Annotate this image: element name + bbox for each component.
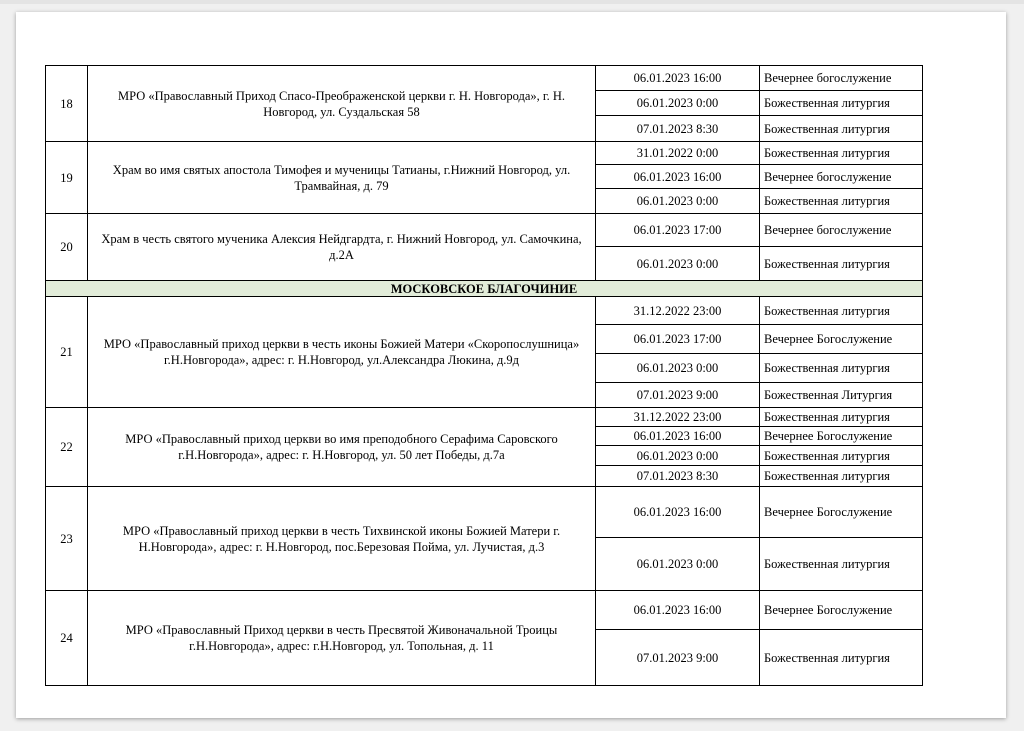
entry-number: 23 xyxy=(46,487,88,591)
service-type: Божественная литургия xyxy=(760,354,923,383)
entry-number: 21 xyxy=(46,297,88,408)
entry-number: 22 xyxy=(46,408,88,487)
parish-name: МРО «Православный приход церкви во имя преподобного Серафима Саровского г.Н.Новгорода», адрес: г. Н.Новгород, ул. 50 лет Победы, д.7а xyxy=(88,408,596,487)
service-type: Божественная Литургия xyxy=(760,383,923,408)
parish-name: Храм в честь святого мученика Алексия Нейдгардта, г. Нижний Новгород, ул. Самочкина, д.2А xyxy=(88,214,596,281)
service-date: 06.01.2023 0:00 xyxy=(596,354,760,383)
service-date: 06.01.2023 16:00 xyxy=(596,165,760,189)
service-date: 07.01.2023 9:00 xyxy=(596,383,760,408)
parish-name: МРО «Православный приход церкви в честь иконы Божией Матери «Скоропослушница» г.Н.Новгорода», адрес: г. Н.Новгород, ул.Александра Люкина, д.9д xyxy=(88,297,596,408)
service-type: Божественная литургия xyxy=(760,142,923,165)
service-date: 07.01.2023 8:30 xyxy=(596,116,760,142)
service-date: 07.01.2023 9:00 xyxy=(596,630,760,686)
service-date: 06.01.2023 16:00 xyxy=(596,66,760,91)
entry-number: 20 xyxy=(46,214,88,281)
table-row xyxy=(46,487,923,538)
service-type: Божественная литургия xyxy=(760,91,923,116)
service-type: Вечернее Богослужение xyxy=(760,591,923,630)
section-title: МОСКОВСКОЕ БЛАГОЧИНИЕ xyxy=(46,281,923,297)
schedule-table-body xyxy=(46,66,923,686)
service-type: Вечернее Богослужение xyxy=(760,487,923,538)
service-date: 31.12.2022 23:00 xyxy=(596,297,760,325)
table-row xyxy=(46,408,923,427)
service-type: Вечернее Богослужение xyxy=(760,325,923,354)
service-date: 06.01.2023 16:00 xyxy=(596,427,760,446)
schedule-table xyxy=(45,65,923,686)
viewer-top-bar xyxy=(0,0,1024,4)
service-date: 07.01.2023 8:30 xyxy=(596,466,760,487)
service-type: Божественная литургия xyxy=(760,446,923,466)
table-row xyxy=(46,66,923,91)
entry-number: 18 xyxy=(46,66,88,142)
service-date: 06.01.2023 0:00 xyxy=(596,538,760,591)
service-date: 06.01.2023 0:00 xyxy=(596,189,760,214)
service-date: 31.12.2022 23:00 xyxy=(596,408,760,427)
service-type: Божественная литургия xyxy=(760,630,923,686)
service-type: Вечернее богослужение xyxy=(760,214,923,247)
parish-name: МРО «Православный приход церкви в честь Тихвинской иконы Божией Матери г. Н.Новгорода», адрес: г. Н.Новгород, пос.Березовая Пойма, ул. Лучистая, д.3 xyxy=(88,487,596,591)
service-type: Божественная литургия xyxy=(760,538,923,591)
service-date: 06.01.2023 0:00 xyxy=(596,446,760,466)
table-row xyxy=(46,297,923,325)
table-row xyxy=(46,591,923,630)
service-date: 06.01.2023 16:00 xyxy=(596,591,760,630)
service-date: 06.01.2023 17:00 xyxy=(596,325,760,354)
service-date: 06.01.2023 0:00 xyxy=(596,247,760,281)
table-row xyxy=(46,214,923,247)
service-type: Божественная литургия xyxy=(760,189,923,214)
section-row xyxy=(46,281,923,297)
service-type: Вечернее Богослужение xyxy=(760,427,923,446)
service-date: 06.01.2023 17:00 xyxy=(596,214,760,247)
service-type: Божественная литургия xyxy=(760,297,923,325)
entry-number: 24 xyxy=(46,591,88,686)
service-type: Вечернее богослужение xyxy=(760,66,923,91)
parish-name: МРО «Православный Приход церкви в честь Пресвятой Живоначальной Троицы г.Н.Новгорода», адрес: г.Н.Новгород, ул. Топольная, д. 11 xyxy=(88,591,596,686)
service-date: 06.01.2023 0:00 xyxy=(596,91,760,116)
service-type: Божественная литургия xyxy=(760,247,923,281)
parish-name: МРО «Православный Приход Спасо-Преображенской церкви г. Н. Новгорода», г. Н. Новгород, ул. Суздальская 58 xyxy=(88,66,596,142)
service-type: Божественная литургия xyxy=(760,116,923,142)
service-type: Вечернее богослужение xyxy=(760,165,923,189)
service-date: 31.01.2022 0:00 xyxy=(596,142,760,165)
table-row xyxy=(46,142,923,165)
service-date: 06.01.2023 16:00 xyxy=(596,487,760,538)
entry-number: 19 xyxy=(46,142,88,214)
service-type: Божественная литургия xyxy=(760,466,923,487)
service-type: Божественная литургия xyxy=(760,408,923,427)
parish-name: Храм во имя святых апостола Тимофея и мученицы Татианы, г.Нижний Новгород, ул. Трамвайная, д. 79 xyxy=(88,142,596,214)
